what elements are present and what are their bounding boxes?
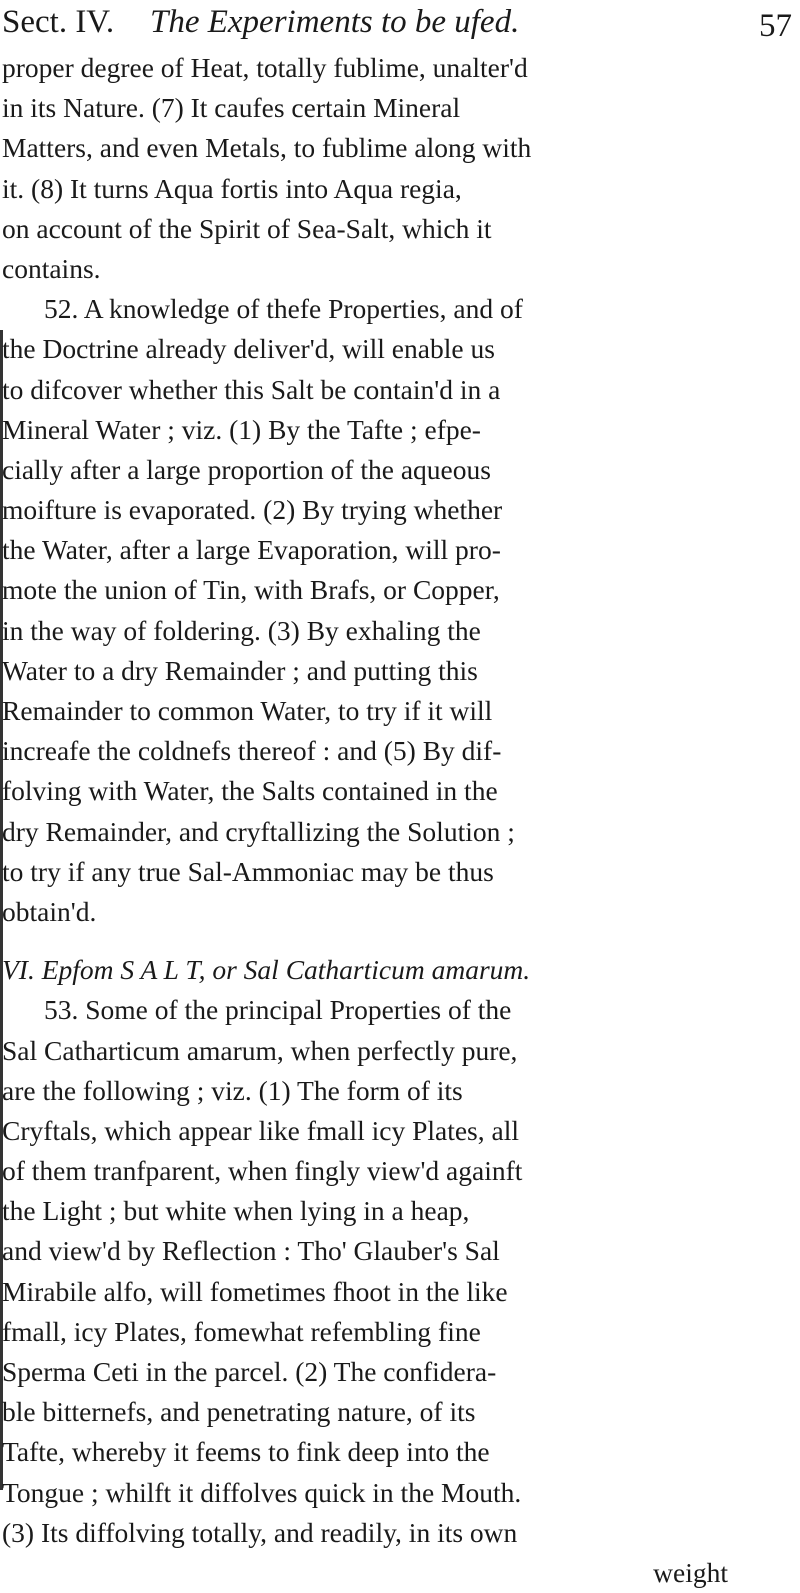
text-line: the Water, after a large Evaporation, will pro- bbox=[2, 534, 501, 566]
text-line: Mirabile alfo, will fometimes fhoot in the like bbox=[2, 1275, 508, 1307]
section-heading-epsom-salt: VI. Epfom S A L T, or Sal Catharticum amarum. bbox=[2, 954, 531, 986]
text-line: contains. bbox=[2, 252, 101, 284]
paragraph-52-start: 52. A knowledge of thefe Properties, and of bbox=[44, 293, 523, 325]
text-line: on account of the Spirit of Sea-Salt, which it bbox=[2, 212, 492, 244]
text-line: in the way of foldering. (3) By exhaling the bbox=[2, 614, 481, 646]
text-line: Sal Catharticum amarum, when perfectly pure, bbox=[2, 1034, 518, 1066]
text-line: ble bitternefs, and penetrating nature, of its bbox=[2, 1396, 476, 1428]
text-line: fmall, icy Plates, fomewhat refembling fine bbox=[2, 1315, 481, 1347]
catchword: weight bbox=[653, 1556, 728, 1588]
text-line: Mineral Water ; viz. (1) By the Tafte ; efpe- bbox=[2, 413, 481, 445]
text-line: moifture is evaporated. (2) By trying whether bbox=[2, 494, 503, 526]
text-line: (3) Its diffolving totally, and readily, in its own bbox=[2, 1516, 518, 1548]
text-line: Tongue ; whilft it diffolves quick in the Mouth. bbox=[2, 1476, 522, 1508]
text-line: to difcover whether this Salt be contain'd in a bbox=[2, 373, 501, 405]
text-line: increafe the coldnefs thereof : and (5) By dif- bbox=[2, 735, 502, 767]
text-line: obtain'd. bbox=[2, 895, 97, 927]
text-line: and view'd by Reflection : Tho' Glauber's Sal bbox=[2, 1235, 500, 1267]
text-line: cially after a large proportion of the aqueous bbox=[2, 453, 491, 485]
text-line: proper degree of Heat, totally fublime, unalter'd bbox=[2, 52, 528, 83]
text-line: it. (8) It turns Aqua fortis into Aqua regia, bbox=[2, 172, 462, 204]
text-line: the Doctrine already deliver'd, will enable us bbox=[2, 333, 495, 365]
text-line: are the following ; viz. (1) The form of its bbox=[2, 1074, 463, 1106]
text-line: Cryftals, which appear like fmall icy Plates, all bbox=[2, 1114, 519, 1146]
text-line: Matters, and even Metals, to fublime along with bbox=[2, 132, 532, 164]
text-line: folving with Water, the Salts contained in the bbox=[2, 775, 498, 807]
text-line: in its Nature. (7) It caufes certain Mineral bbox=[2, 92, 461, 124]
text-line: Sperma Ceti in the parcel. (2) The confidera- bbox=[2, 1356, 497, 1387]
text-line: to try if any true Sal-Ammoniac may be thus bbox=[2, 855, 494, 887]
text-line: Water to a dry Remainder ; and putting this bbox=[2, 654, 478, 686]
section-label: Sect. IV. bbox=[2, 4, 115, 40]
text-line: Tafte, whereby it feems to fink deep into the bbox=[2, 1436, 490, 1468]
text-line: mote the union of Tin, with Brafs, or Copper, bbox=[2, 574, 500, 606]
paragraph-53-start: 53. Some of the principal Properties of the bbox=[44, 994, 512, 1026]
running-title: The Experiments to be ufed. bbox=[150, 4, 520, 40]
page-body bbox=[0, 48, 790, 1593]
text-line: the Light ; but white when lying in a heap, bbox=[2, 1195, 470, 1227]
text-line: of them tranfparent, when fingly view'd againft bbox=[2, 1155, 523, 1187]
page-number: 57 bbox=[759, 8, 792, 44]
text-line: Remainder to common Water, to try if it will bbox=[2, 695, 493, 726]
text-line: dry Remainder, and cryftallizing the Solution ; bbox=[2, 815, 515, 847]
